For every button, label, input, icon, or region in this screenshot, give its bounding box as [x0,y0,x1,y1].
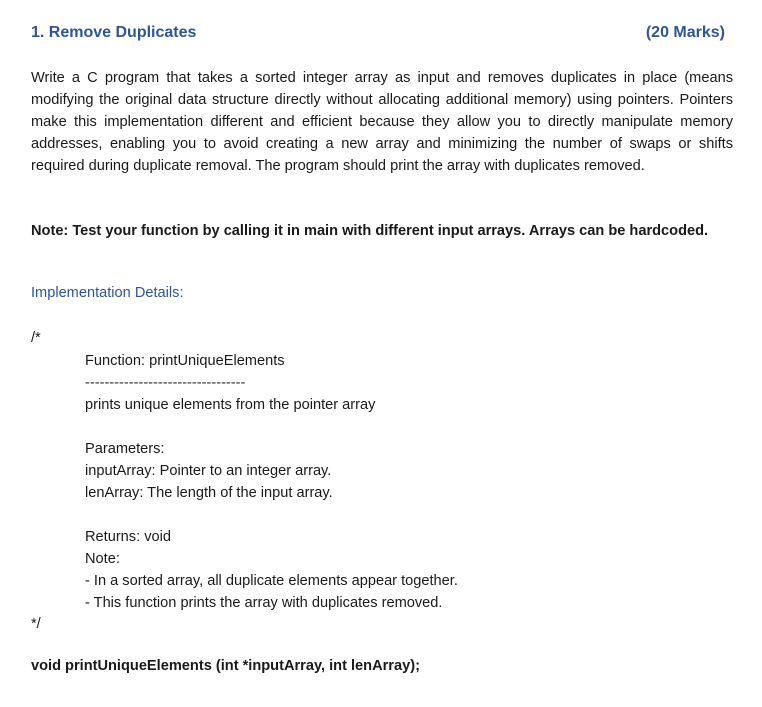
question-title: 1. Remove Duplicates [31,24,197,41]
comment-returns: Returns: void [85,529,171,545]
comment-function-line: Function: printUniqueElements [85,353,285,369]
comment-blank-line [85,504,458,526]
comment-param-len: lenArray: The length of the input array. [85,485,333,501]
question-heading [31,24,725,42]
comment-note-2: - This function prints the array with duplicates removed. [85,595,443,611]
comment-close: */ [31,616,41,632]
question-note: Note: Test your function by calling it in main with different input arrays. Arrays can be hardcoded. [31,223,709,239]
comment-blank-line [85,416,458,438]
comment-summary: prints unique elements from the pointer array [85,397,376,413]
comment-parameters-label: Parameters: [85,441,165,457]
comment-open: /* [31,330,41,346]
comment-note-1: - In a sorted array, all duplicate elements appear together. [85,573,458,589]
function-signature: void printUniqueElements (int *inputArray, int lenArray); [31,658,420,674]
comment-param-input: inputArray: Pointer to an integer array. [85,463,332,479]
implementation-label: Implementation Details: [31,285,184,301]
comment-separator: --------------------------------- [85,375,246,391]
question-description: Write a C program that takes a sorted integer array as input and removes duplicates in place (means modifying the original data structure directly without allocating additional memory) using pointers. Pointers make this implementation different and efficient because they allow you to directly manipulate memory addresses, enabling you to avoid creating a new array and minimizing the number of swaps or shifts required during duplicate removal. The program should print the array with duplicates removed. [31,70,733,174]
comment-note-label: Note: [85,551,120,567]
question-marks: (20 Marks) [645,24,725,41]
comment-block [85,350,458,614]
